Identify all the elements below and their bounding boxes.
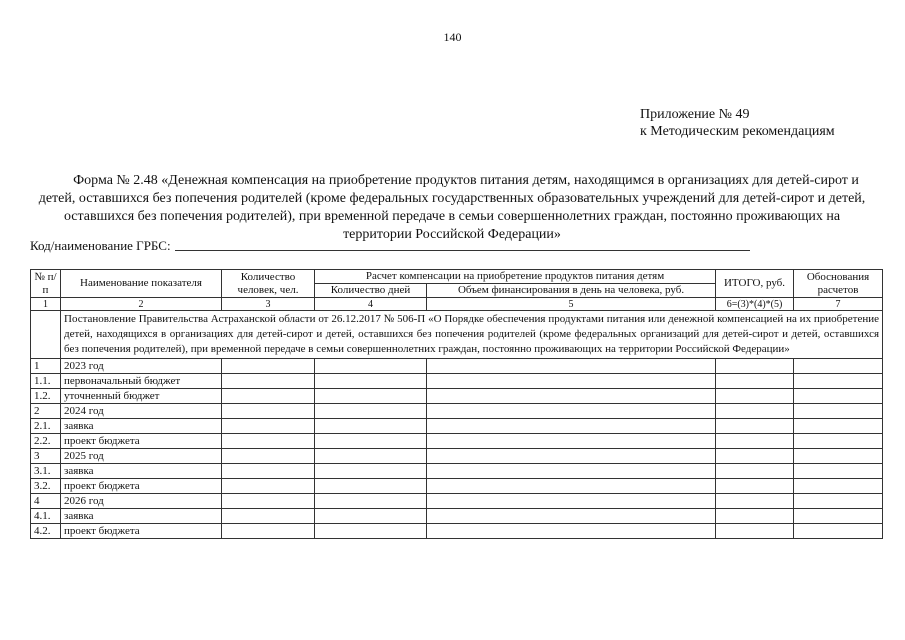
row-indicator-name: проект бюджета — [61, 479, 222, 494]
row-days-cell[interactable] — [315, 389, 427, 404]
legal-basis-row — [31, 311, 883, 359]
column-number-row — [31, 298, 883, 311]
col-number: 5 — [427, 298, 716, 311]
row-total-cell[interactable] — [716, 449, 794, 464]
row-days-cell[interactable] — [315, 524, 427, 539]
row-number: 1.1. — [31, 374, 61, 389]
header-days: Количество дней — [315, 284, 427, 298]
row-indicator-name: первоначальный бюджет — [61, 374, 222, 389]
row-indicator-name: заявка — [61, 509, 222, 524]
row-total-cell[interactable] — [716, 524, 794, 539]
row-total-cell[interactable] — [716, 359, 794, 374]
col-number: 1 — [31, 298, 61, 311]
row-days-cell[interactable] — [315, 434, 427, 449]
row-people-cell[interactable] — [222, 374, 315, 389]
col-number: 7 — [794, 298, 883, 311]
col-number: 6=(3)*(4)*(5) — [716, 298, 794, 311]
header-total: ИТОГО, руб. — [716, 270, 794, 298]
row-justification-cell[interactable] — [794, 449, 883, 464]
header-justification: Обоснования расчетов — [794, 270, 883, 298]
row-funding-cell[interactable] — [427, 434, 716, 449]
row-people-cell[interactable] — [222, 524, 315, 539]
legal-basis-num-cell — [31, 311, 61, 359]
row-people-cell[interactable] — [222, 359, 315, 374]
row-days-cell[interactable] — [315, 374, 427, 389]
page-number: 140 — [443, 30, 462, 44]
row-total-cell[interactable] — [716, 374, 794, 389]
row-funding-cell[interactable] — [427, 359, 716, 374]
legal-basis-text: Постановление Правительства Астраханской области от 26.12.2017 № 506-П «О Порядке обеспечения продуктами питания или денежной компенсацией на их приобретение детей, находящихся в организациях для детей-сирот и детей, оставшихся без попечения родителей (кроме федеральных организаций для детей-сирот и детей, оставшихся без попечения родителей), при временной передаче в семьи совершеннолетних граждан, постоянно проживающих на территории Российской Федерации» — [61, 311, 883, 359]
table-row — [31, 389, 883, 404]
row-people-cell[interactable] — [222, 404, 315, 419]
form-title — [34, 172, 870, 244]
row-days-cell[interactable] — [315, 479, 427, 494]
table-row — [31, 464, 883, 479]
header-indicator: Наименование показателя — [61, 270, 222, 298]
row-total-cell[interactable] — [716, 419, 794, 434]
row-justification-cell[interactable] — [794, 389, 883, 404]
col-number: 3 — [222, 298, 315, 311]
row-number: 2.2. — [31, 434, 61, 449]
table-row — [31, 404, 883, 419]
row-total-cell[interactable] — [716, 404, 794, 419]
row-total-cell[interactable] — [716, 509, 794, 524]
row-indicator-name: проект бюджета — [61, 434, 222, 449]
row-funding-cell[interactable] — [427, 479, 716, 494]
table-row — [31, 359, 883, 374]
row-days-cell[interactable] — [315, 359, 427, 374]
table-row — [31, 419, 883, 434]
row-funding-cell[interactable] — [427, 389, 716, 404]
row-justification-cell[interactable] — [794, 509, 883, 524]
row-people-cell[interactable] — [222, 479, 315, 494]
table-row — [31, 374, 883, 389]
row-funding-cell[interactable] — [427, 524, 716, 539]
row-total-cell[interactable] — [716, 464, 794, 479]
grbs-input-line — [175, 238, 750, 251]
row-days-cell[interactable] — [315, 419, 427, 434]
row-justification-cell[interactable] — [794, 479, 883, 494]
row-justification-cell[interactable] — [794, 359, 883, 374]
row-people-cell[interactable] — [222, 509, 315, 524]
row-funding-cell[interactable] — [427, 494, 716, 509]
row-justification-cell[interactable] — [794, 374, 883, 389]
col-number: 4 — [315, 298, 427, 311]
row-indicator-name: уточненный бюджет — [61, 389, 222, 404]
form-title-text: Форма № 2.48 «Денежная компенсация на приобретение продуктов питания детям, находящимся в организациях для детей-сирот и детей, оставшихся без попечения родителей (кроме федеральных государственных образовательных учреждений для детей-сирот и детей, оставшихся без попечения родителей), при временной передаче в семьи совершеннолетних граждан, постоянно проживающих на территории Российской Федерации» — [38, 173, 866, 242]
col-number: 2 — [61, 298, 222, 311]
table-row — [31, 524, 883, 539]
row-justification-cell[interactable] — [794, 404, 883, 419]
row-days-cell[interactable] — [315, 494, 427, 509]
appendix-line-1: Приложение № 49 — [640, 107, 750, 122]
table-row — [31, 434, 883, 449]
row-total-cell[interactable] — [716, 434, 794, 449]
appendix-line-2: к Методическим рекомендациям — [640, 124, 835, 139]
header-calc-group: Расчет компенсации на приобретение продуктов питания детям — [315, 270, 716, 284]
row-indicator-name: заявка — [61, 464, 222, 479]
row-funding-cell[interactable] — [427, 464, 716, 479]
row-number: 3.1. — [31, 464, 61, 479]
row-total-cell[interactable] — [716, 479, 794, 494]
row-number: 3 — [31, 449, 61, 464]
row-people-cell[interactable] — [222, 464, 315, 479]
row-indicator-name: 2023 год — [61, 359, 222, 374]
row-people-cell[interactable] — [222, 419, 315, 434]
row-number: 1 — [31, 359, 61, 374]
row-indicator-name: проект бюджета — [61, 524, 222, 539]
table-row — [31, 479, 883, 494]
row-total-cell[interactable] — [716, 389, 794, 404]
table-row — [31, 494, 883, 509]
row-number: 4 — [31, 494, 61, 509]
row-number: 2 — [31, 404, 61, 419]
header-num: № п/п — [31, 270, 61, 298]
row-indicator-name: 2024 год — [61, 404, 222, 419]
row-number: 1.2. — [31, 389, 61, 404]
appendix-label — [640, 106, 835, 140]
row-people-cell[interactable] — [222, 434, 315, 449]
table-row — [31, 509, 883, 524]
row-days-cell[interactable] — [315, 509, 427, 524]
header-people: Количество человек, чел. — [222, 270, 315, 298]
row-number: 3.2. — [31, 479, 61, 494]
row-justification-cell[interactable] — [794, 434, 883, 449]
row-funding-cell[interactable] — [427, 419, 716, 434]
row-days-cell[interactable] — [315, 404, 427, 419]
row-number: 4.2. — [31, 524, 61, 539]
row-justification-cell[interactable] — [794, 419, 883, 434]
table-row — [31, 449, 883, 464]
grbs-label: Код/наименование ГРБС: — [30, 238, 171, 253]
row-indicator-name: 2025 год — [61, 449, 222, 464]
row-indicator-name: 2026 год — [61, 494, 222, 509]
row-justification-cell[interactable] — [794, 464, 883, 479]
row-number: 4.1. — [31, 509, 61, 524]
row-justification-cell[interactable] — [794, 524, 883, 539]
header-funding: Объем финансирования в день на человека, руб. — [427, 284, 716, 298]
row-people-cell[interactable] — [222, 449, 315, 464]
row-days-cell[interactable] — [315, 449, 427, 464]
row-indicator-name: заявка — [61, 419, 222, 434]
row-days-cell[interactable] — [315, 464, 427, 479]
row-funding-cell[interactable] — [427, 404, 716, 419]
row-funding-cell[interactable] — [427, 374, 716, 389]
row-justification-cell[interactable] — [794, 494, 883, 509]
grbs-field — [30, 238, 750, 254]
header-row-1 — [31, 270, 883, 284]
row-people-cell[interactable] — [222, 494, 315, 509]
row-total-cell[interactable] — [716, 494, 794, 509]
compensation-table — [30, 269, 883, 539]
row-funding-cell[interactable] — [427, 449, 716, 464]
row-number: 2.1. — [31, 419, 61, 434]
row-funding-cell[interactable] — [427, 509, 716, 524]
row-people-cell[interactable] — [222, 389, 315, 404]
